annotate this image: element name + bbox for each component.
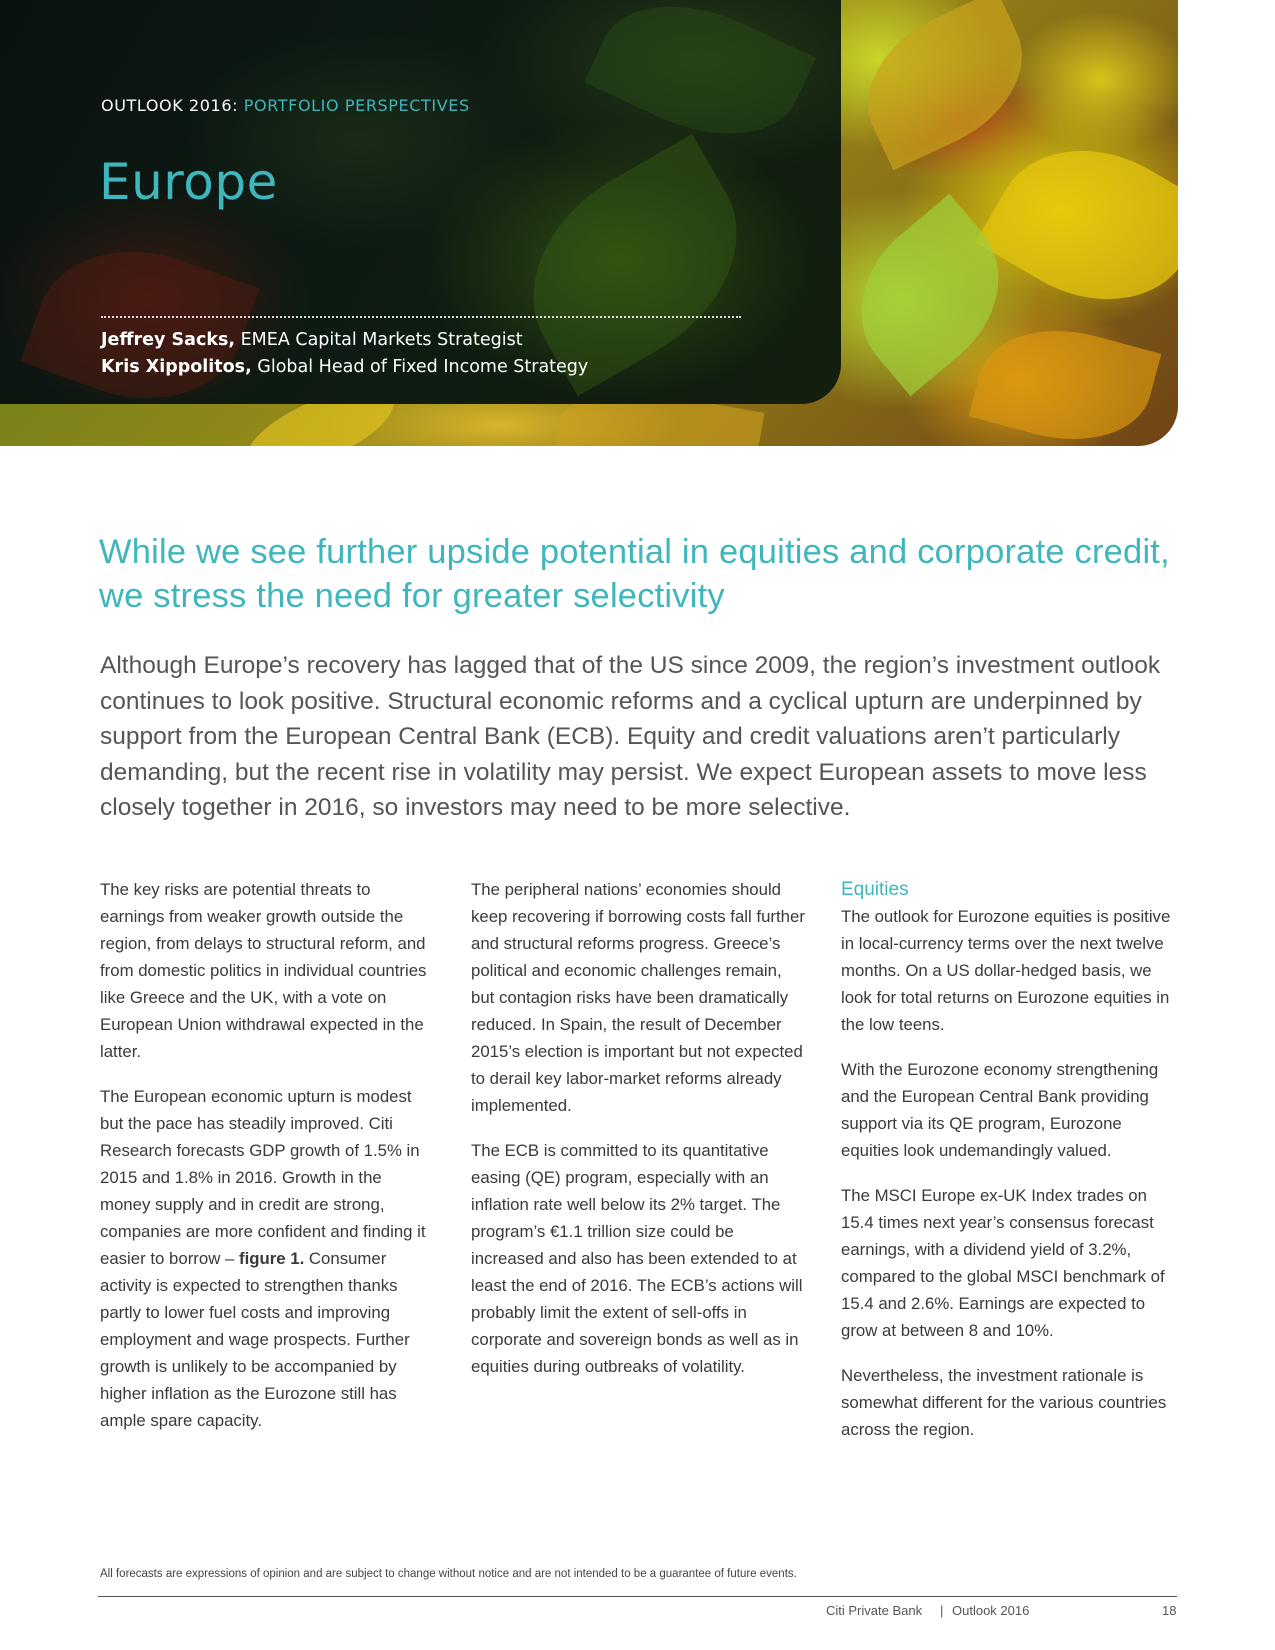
- headline: While we see further upside potential in equities and corporate credit, we stress the need for greater selectivity: [99, 533, 1170, 615]
- kicker-accent: PORTFOLIO PERSPECTIVES: [243, 96, 470, 115]
- body-paragraph: Nevertheless, the investment rationale is somewhat different for the various countries across the region.: [841, 1366, 1167, 1439]
- body-column-3: [841, 876, 1181, 1461]
- body-paragraph: The peripheral nations’ economies should keep recovering if borrowing costs fall further and structural reforms progress. Greece’s political and economic challenges remain, but contagion risks have been dramatically reduced. In Spain, the result of December 2015’s election is important but not expected to derail key labor-market reforms already implemented.: [471, 880, 805, 1115]
- footer-divider: [98, 1596, 1177, 1597]
- author-name: Jeffrey Sacks,: [101, 330, 236, 350]
- leaf-shape: [975, 113, 1178, 338]
- leaf-shape: [843, 0, 1048, 170]
- footer-publication: Outlook 2016: [952, 1603, 1030, 1618]
- body-paragraph: With the Eurozone economy strengthening and the European Central Bank providing support via its QE program, Eurozone equities look undemandingly valued.: [841, 1060, 1159, 1160]
- disclaimer: All forecasts are expressions of opinion and are subject to change without notice and are not intended to be a guarantee of future events.: [100, 1568, 797, 1580]
- page-title: Europe: [99, 153, 278, 211]
- hero-dark-panel: [0, 0, 841, 404]
- series-kicker: [101, 96, 470, 115]
- author-line: [101, 330, 523, 350]
- hero-image: [0, 0, 1178, 446]
- text-run: The European economic upturn is modest but the pace has steadily improved. Citi Research forecasts GDP growth of 1.5% in 2015 and 1.8% in 2016. Growth in the money supply and in credit are strong, companies are more confident and finding it easier to borrow –: [100, 1087, 426, 1268]
- author-line: [101, 357, 588, 377]
- intro-paragraph: Although Europe’s recovery has lagged that of the US since 2009, the region’s investment outlook continues to look positive. Structural economic reforms and a cyclical upturn are underpinned by support from the European Central Bank (ECB). Equity and credit valuations aren’t particularly demanding, but the recent rise in volatility may persist. We expect European assets to move less closely together in 2016, so investors may need to be more selective.: [100, 652, 1161, 821]
- body-paragraph: The outlook for Eurozone equities is positive in local-currency terms over the next twelve months. On a US dollar-hedged basis, we look for total returns on Eurozone equities in the low teens.: [841, 907, 1171, 1034]
- author-role: EMEA Capital Markets Strategist: [235, 330, 523, 350]
- body-paragraph: [100, 1083, 435, 1434]
- figure-reference: figure 1.: [238, 1249, 305, 1268]
- author-role: Global Head of Fixed Income Strategy: [251, 357, 589, 377]
- body-paragraph: The MSCI Europe ex-UK Index trades on 15.4 times next year’s consensus forecast earnings, with a dividend yield of 3.2%, compared to the global MSCI benchmark of 15.4 and 2.6%. Earnings are expected to grow at between 8 and 10%.: [841, 1186, 1165, 1340]
- text-run: Consumer activity is expected to strengthen thanks partly to lower fuel costs and improving employment and wage prospects. Further growth is unlikely to be accompanied by higher inflation as the Eurozone still has ample spare capacity.: [100, 1249, 410, 1430]
- author-name: Kris Xippolitos,: [101, 357, 252, 377]
- footer-brand: Citi Private Bank: [826, 1603, 923, 1618]
- body-column-1: [100, 876, 435, 1452]
- body-column-2: [471, 876, 806, 1398]
- leaf-shape: [969, 310, 1162, 446]
- footer-separator: |: [940, 1603, 944, 1618]
- leaf-shape: [584, 0, 816, 167]
- section-heading-equities: Equities: [841, 879, 909, 900]
- kicker-prefix: OUTLOOK 2016:: [101, 96, 244, 115]
- dotted-divider: [101, 316, 741, 318]
- body-paragraph: The ECB is committed to its quantitative easing (QE) program, especially with an inflation rate well below its 2% target. The program’s €1.1 trillion size could be increased and also has been extended to at least the end of 2016. The ECB’s actions will probably limit the extent of sell-offs in corporate and sovereign bonds as well as in equities during outbreaks of volatility.: [471, 1141, 803, 1376]
- body-paragraph: The key risks are potential threats to earnings from weaker growth outside the region, from delays to structural reform, and from domestic politics in individual countries like Greece and the UK, with a vote on European Union withdrawal expected in the latter.: [100, 880, 427, 1061]
- page-number: 18: [1162, 1603, 1177, 1618]
